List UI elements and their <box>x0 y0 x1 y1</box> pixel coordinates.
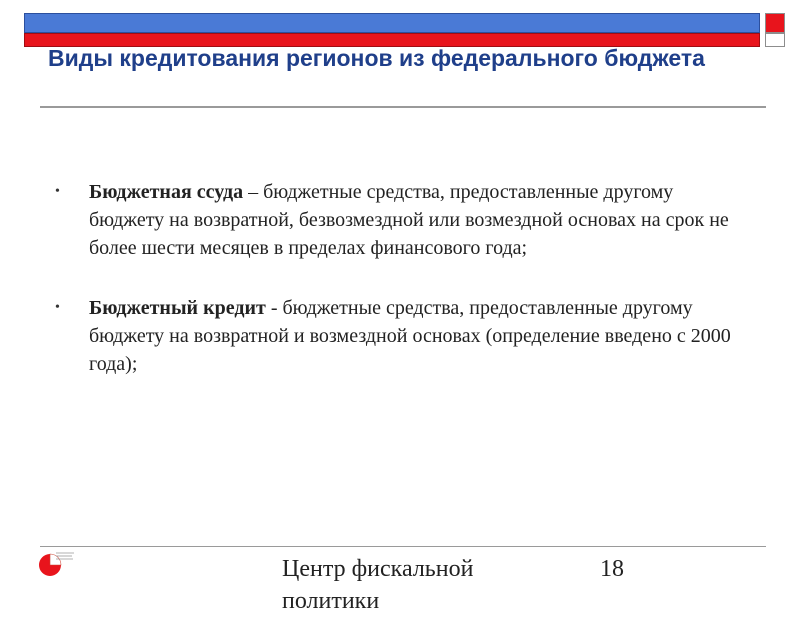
page-number: 18 <box>600 556 624 582</box>
term-label: Бюджетная ссуда <box>89 181 244 203</box>
footer-organization: Центр фискальной политики <box>282 556 474 614</box>
term-definition: - бюджетные средства, предоставленные другому бюджету на возвратной и возмездной основах (определение введено с 2000 года); <box>89 297 731 375</box>
title-divider <box>40 106 766 108</box>
corner-square-red <box>765 13 785 33</box>
top-decor-bar-blue <box>24 13 760 33</box>
footer-divider <box>40 546 766 547</box>
fiscal-center-logo-icon <box>36 548 76 580</box>
list-item <box>48 294 748 378</box>
term-label: Бюджетный кредит <box>89 297 266 319</box>
list-item <box>48 178 748 262</box>
bullet-list <box>48 178 748 410</box>
term-definition: – бюджетные средства, предоставленные другому бюджету на возвратной, безвозмездной или возмездной основах на срок не более шести месяцев в пределах финансового года; <box>89 181 729 259</box>
corner-square-white <box>765 33 785 47</box>
bullet-icon: • <box>55 300 60 315</box>
bullet-icon: • <box>55 184 60 199</box>
slide-title: Виды кредитования регионов из федерального бюджета <box>48 45 705 71</box>
